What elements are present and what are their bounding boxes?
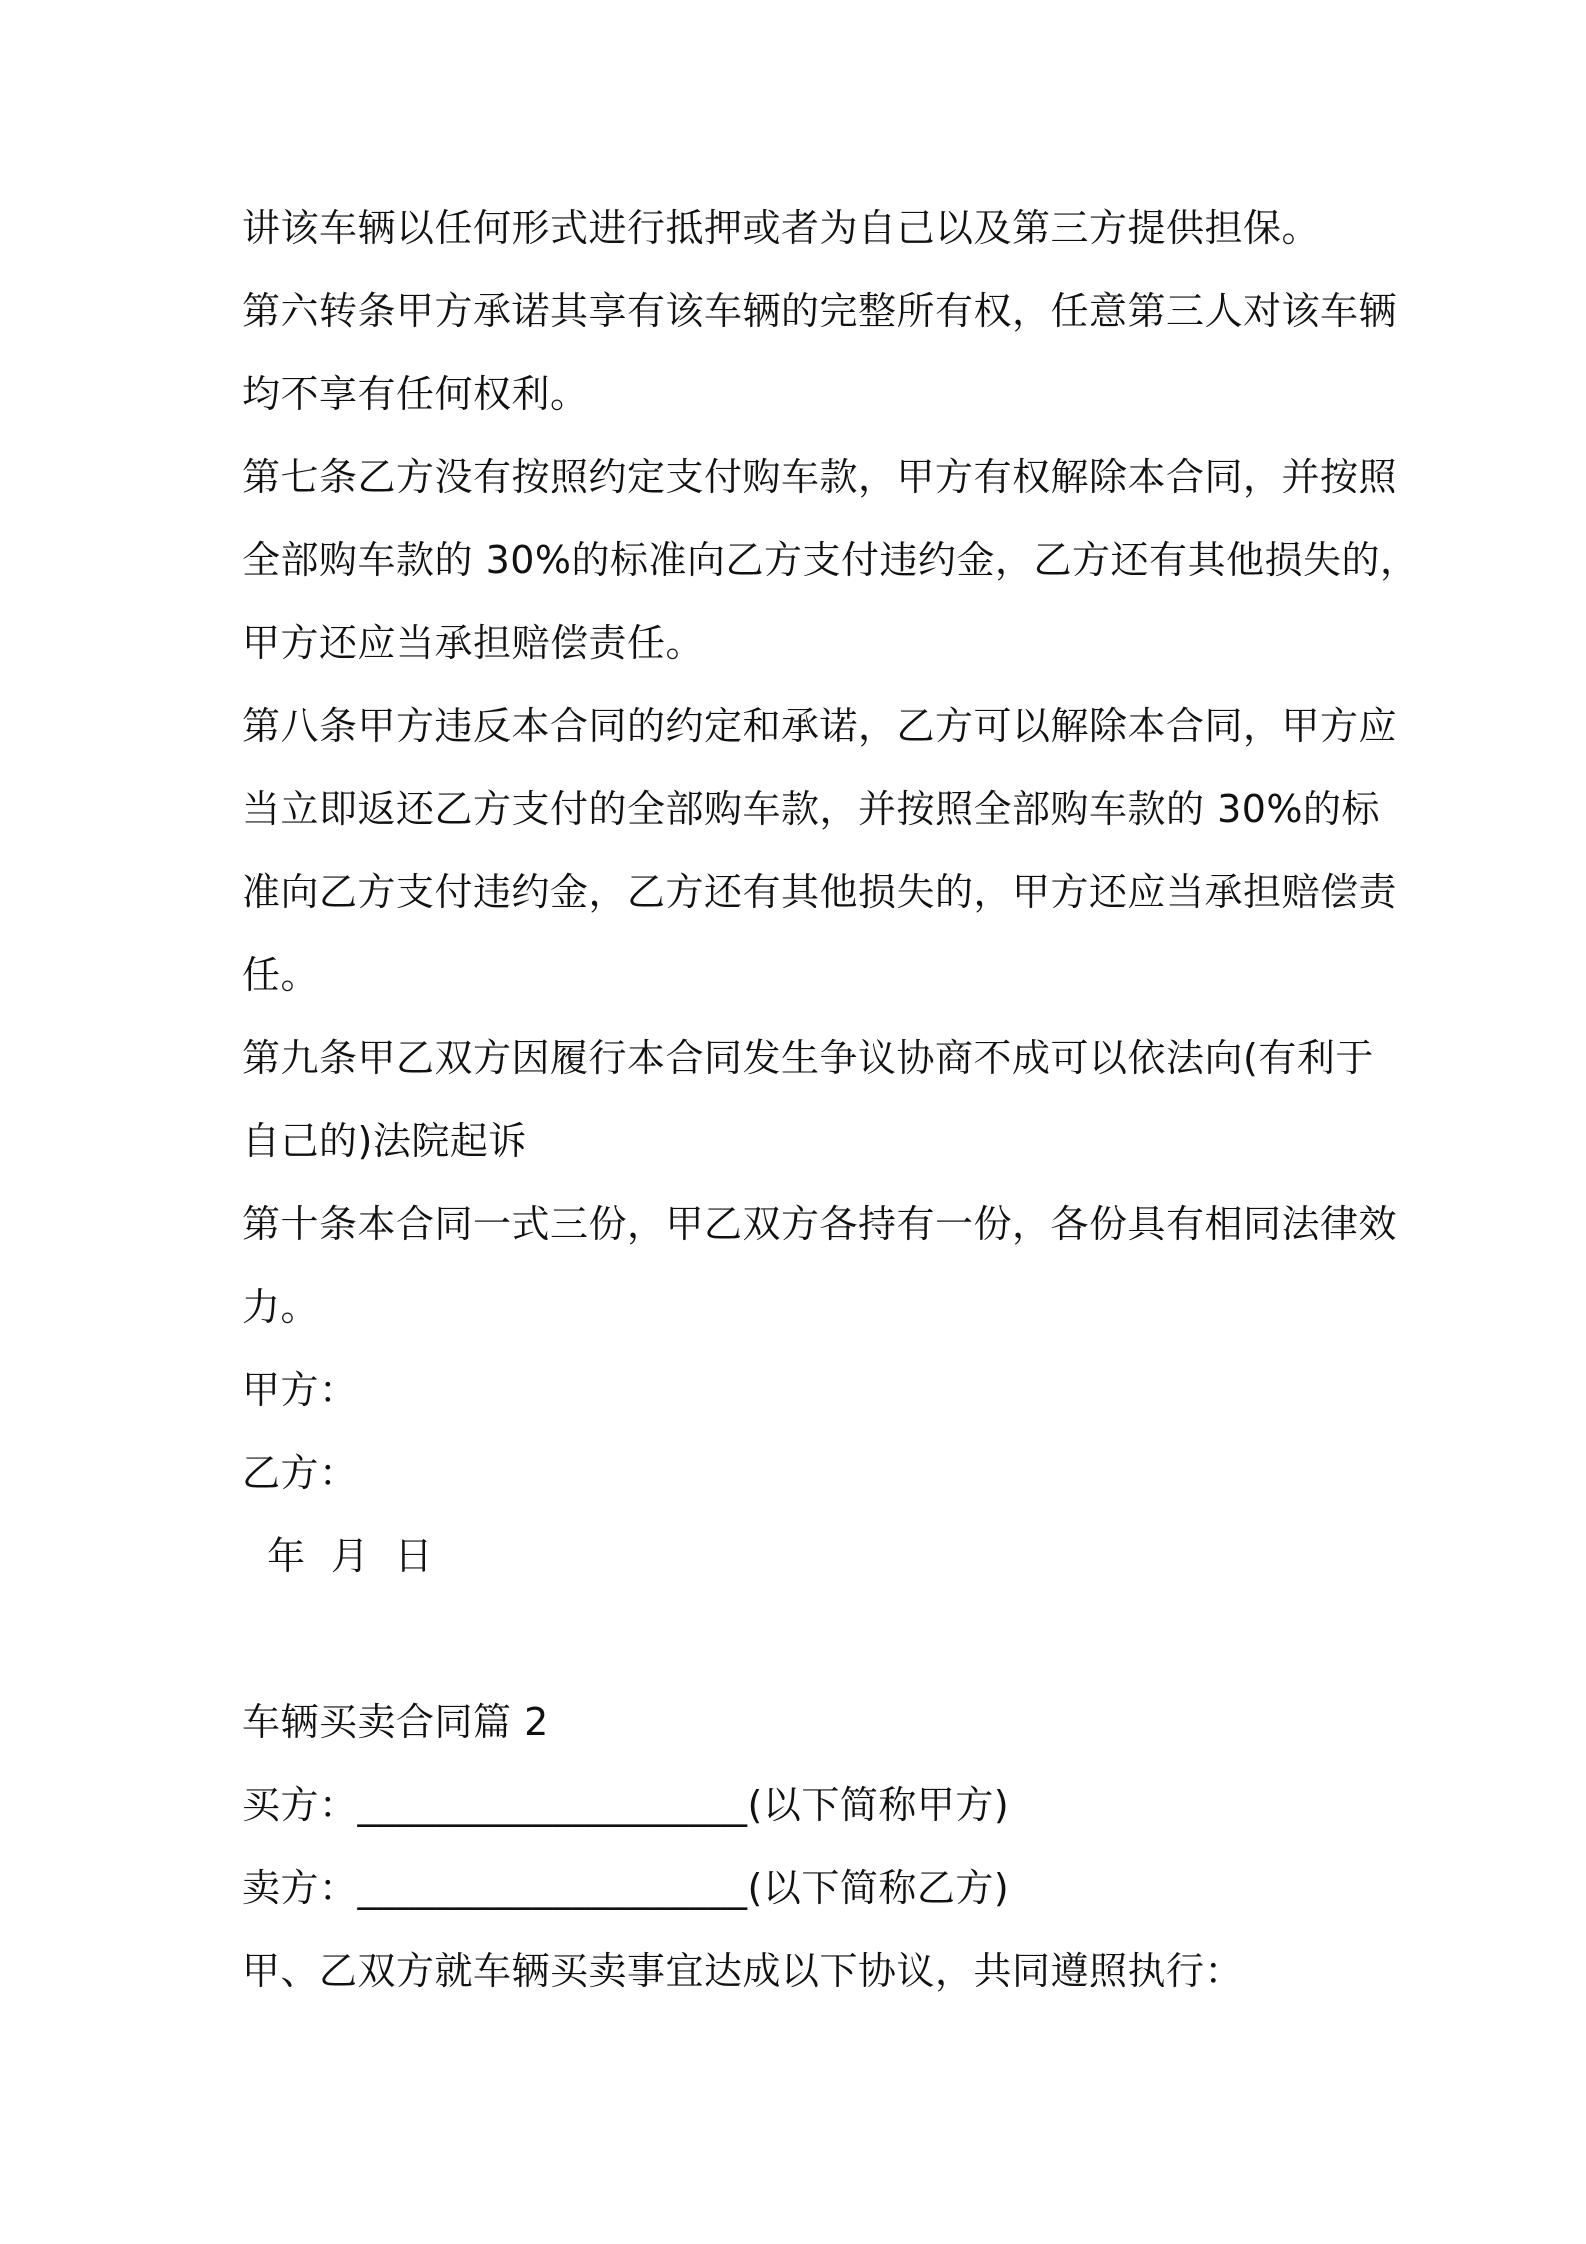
text-line: 全部购车款的 30%的标准向乙方支付违约金，乙方还有其他损失的，: [242, 538, 1419, 582]
signature-party-b: 乙方：: [242, 1451, 358, 1495]
text-line: 力。: [242, 1285, 320, 1329]
text-line: 讲该车辆以任何形式进行抵押或者为自己以及第三方提供担保。: [242, 206, 1321, 250]
text-line: 均不享有任何权利。: [242, 372, 589, 416]
text-line: 第六转条甲方承诺其享有该车辆的完整所有权，任意第三人对该车辆: [242, 289, 1398, 333]
text-line: 任。: [242, 953, 320, 997]
text-line: 第九条甲乙双方因履行本合同发生争议协商不成可以依法向(有利于: [242, 1036, 1374, 1080]
text-line: 甲方还应当承担赔偿责任。: [242, 621, 705, 665]
text-line: 甲、乙双方就车辆买卖事宜达成以下协议，共同遵照执行：: [242, 1949, 1244, 1993]
text-line: 第八条甲方违反本合同的约定和承诺，乙方可以解除本合同，甲方应: [242, 704, 1398, 748]
buyer-field: 买方：____________________(以下简称甲方): [242, 1783, 1010, 1827]
section-heading: 车辆买卖合同篇 2: [242, 1700, 549, 1744]
text-line: 当立即返还乙方支付的全部购车款，并按照全部购车款的 30%的标: [242, 787, 1381, 831]
signature-date: 年 月 日: [242, 1534, 433, 1578]
seller-field: 卖方：____________________(以下简称乙方): [242, 1866, 1010, 1910]
text-line: 准向乙方支付违约金，乙方还有其他损失的，甲方还应当承担赔偿责: [242, 870, 1398, 914]
text-line: 第十条本合同一式三份，甲乙双方各持有一份，各份具有相同法律效: [242, 1202, 1398, 1246]
text-line: 自己的)法院起诉: [242, 1119, 527, 1163]
text-line: 第七条乙方没有按照约定支付购车款，甲方有权解除本合同，并按照: [242, 455, 1398, 499]
signature-party-a: 甲方：: [242, 1368, 358, 1412]
